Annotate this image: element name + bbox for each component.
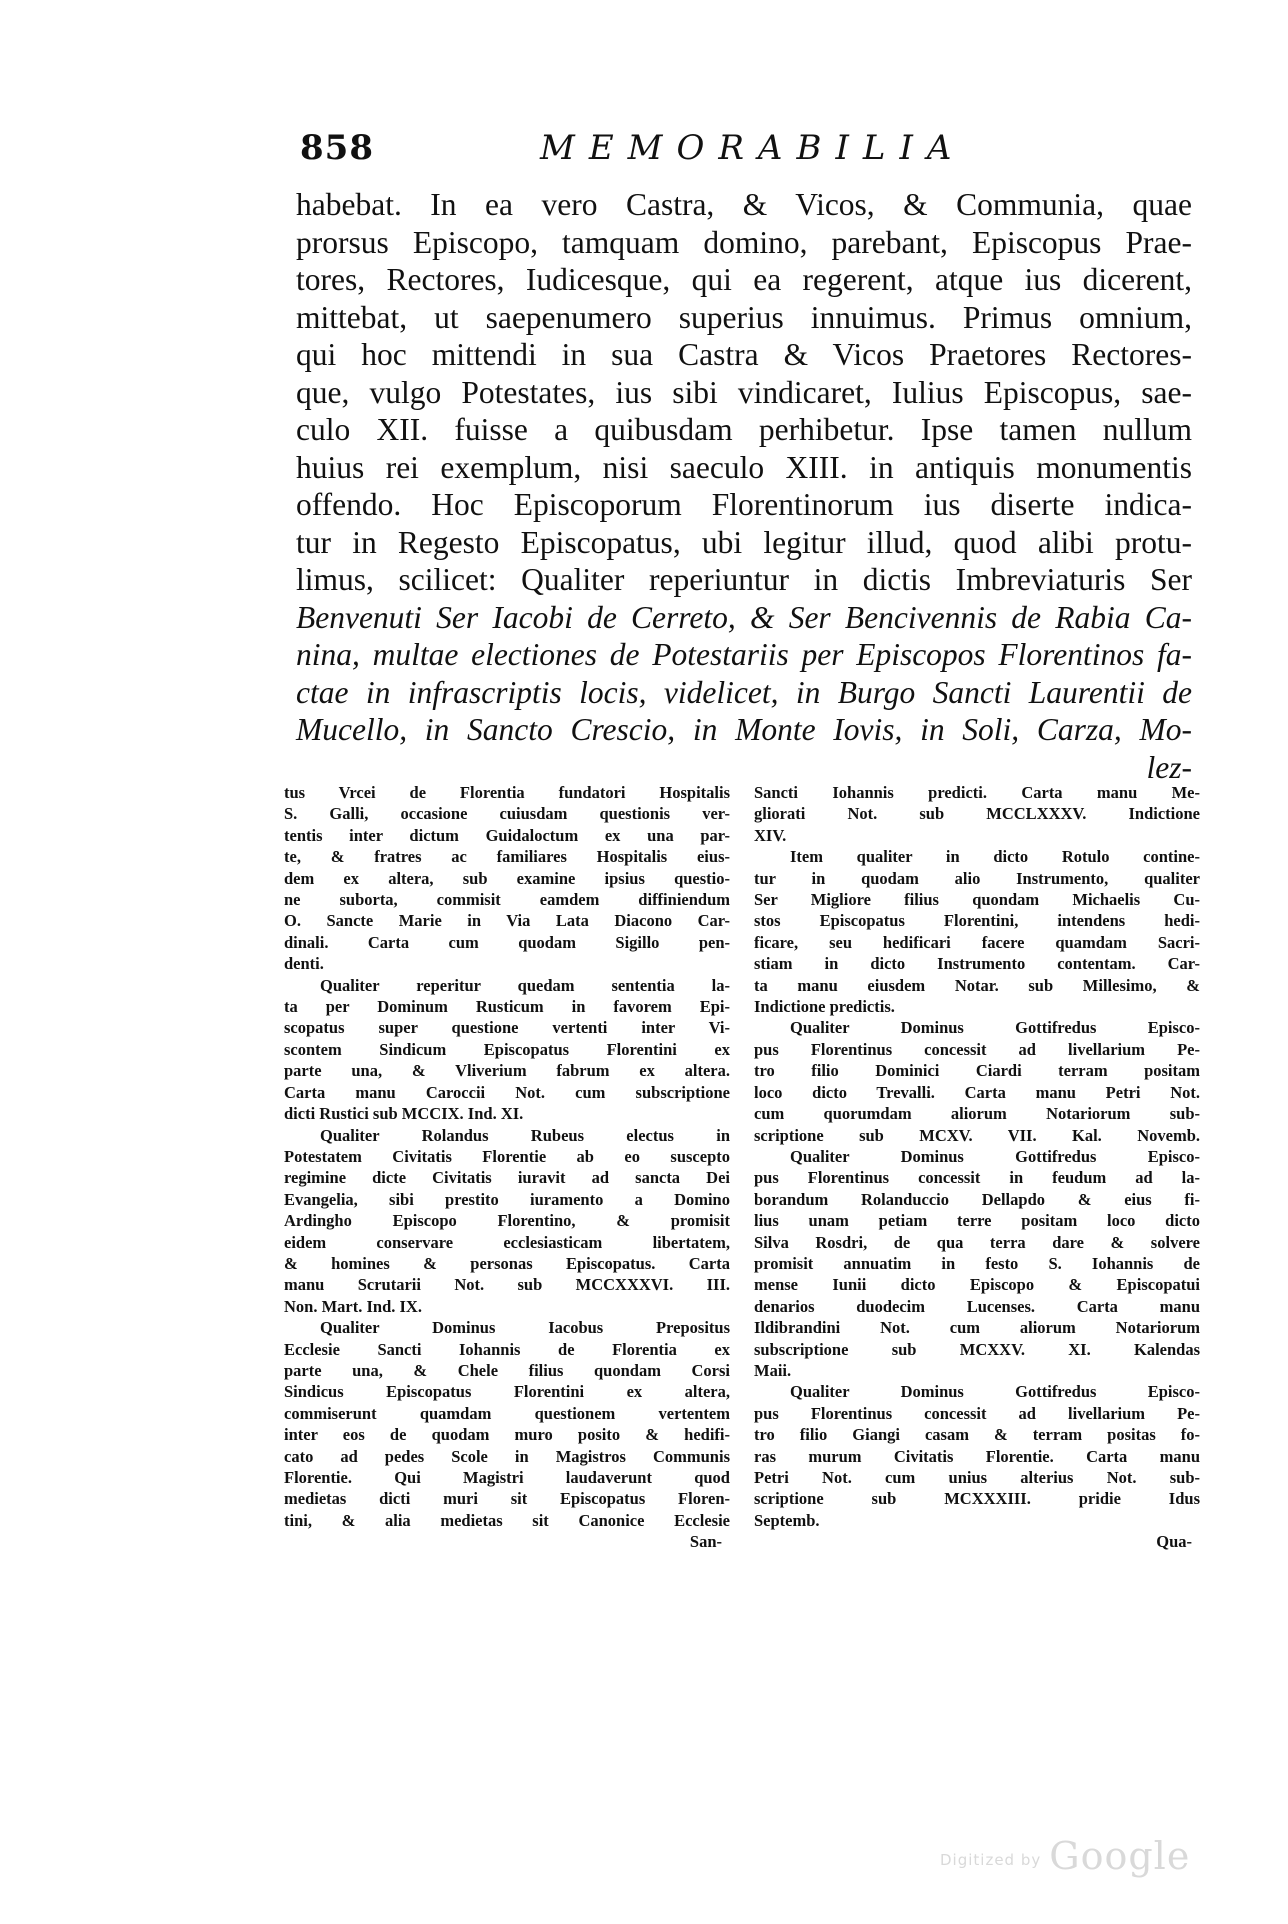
digitization-watermark: [940, 1834, 1190, 1878]
left-line: ta per Dominum Rusticum in favorem Epi-: [284, 997, 730, 1017]
left-line: te, & fratres ac familiares Hospitalis eius-: [284, 847, 730, 867]
main-line: huius rei exemplum, nisi saeculo XIII. in antiquis monumentis: [296, 449, 1192, 485]
right-line: mense Iunii dicto Episcopo & Episcopatui: [754, 1275, 1200, 1295]
right-line: borandum Rolanduccio Dellapdo & eius fi-: [754, 1189, 1200, 1209]
main-line-quote: nina, multae electiones de Potestariis per Episcopos Florentinos fa-: [296, 637, 1192, 672]
right-line: ta manu eiusdem Notar. sub Millesimo, &: [754, 975, 1200, 995]
right-line: Ildibrandini Not. cum aliorum Notariorum: [754, 1318, 1200, 1338]
watermark-prefix: Digitized by: [940, 1850, 1042, 1869]
left-line: Potestatem Civitatis Florentie ab eo suscepto: [284, 1146, 730, 1166]
main-line: tores, Rectores, Iudicesque, qui ea regerent, atque ius dicerent,: [296, 262, 1192, 297]
main-line: limus, scilicet: Qualiter reperiuntur in dictis Imbreviaturis Ser: [296, 562, 1192, 597]
right-line: Qualiter Dominus Gottifredus Episco-: [790, 1382, 1200, 1402]
right-line: pus Florentinus concessit ad livellarium Pe-: [754, 1039, 1200, 1059]
left-line: Evangelia, sibi prestito iuramento a Domino: [284, 1189, 730, 1209]
right-line: Indictione predictis.: [754, 997, 895, 1017]
right-catchword: Qua-: [1156, 1532, 1192, 1552]
main-line: mittebat, ut saepenumero superius innuimus. Primus omnium,: [296, 299, 1192, 335]
left-line: tentis inter dictum Guidaloctum ex una par-: [284, 825, 730, 845]
right-line: Sancti Iohannis predicti. Carta manu Me-: [754, 783, 1200, 802]
main-line-quote: ctae in infrascriptis locis, videlicet, in Burgo Sancti Laurentii de: [296, 674, 1192, 710]
right-line: Qualiter Dominus Gottifredus Episco-: [790, 1018, 1200, 1038]
right-line: Qualiter Dominus Gottifredus Episco-: [790, 1146, 1200, 1166]
right-line: Silva Rosdri, de qua terra dare & solvere: [754, 1232, 1200, 1252]
main-line-quote: Benvenuti Ser Iacobi de Cerreto, & Ser Bencivennis de Rabia Ca-: [296, 599, 1192, 635]
running-title: MEMORABILIA: [540, 128, 966, 168]
left-line: tini, & alia medietas sit Canonice Ecclesie: [284, 1510, 730, 1530]
right-line: Petri Not. cum unius alterius Not. sub-: [754, 1468, 1200, 1487]
main-line: prorsus Episcopo, tamquam domino, parebant, Episcopus Prae-: [296, 224, 1192, 260]
left-line: cato ad pedes Scole in Magistros Communis: [284, 1446, 730, 1466]
left-line: medietas dicti muri sit Episcopatus Floren-: [284, 1489, 730, 1509]
right-line: Ser Migliore filius quondam Michaelis Cu-: [754, 890, 1200, 910]
main-line: offendo. Hoc Episcoporum Florentinorum ius diserte indica-: [296, 487, 1192, 522]
left-line: tus Vrcei de Florentia fundatori Hospitalis: [284, 783, 730, 802]
right-line: ficare, seu hedificari facere quamdam Sacri-: [754, 932, 1200, 952]
left-line: O. Sancte Marie in Via Lata Diacono Car-: [284, 911, 730, 931]
running-head: [300, 128, 1190, 172]
left-line: Sindicus Episcopatus Florentini ex altera,: [284, 1382, 730, 1402]
left-line: Ecclesie Sancti Iohannis de Florentia ex: [284, 1339, 730, 1359]
right-line: Item qualiter in dicto Rotulo contine-: [790, 847, 1200, 867]
left-line: & homines & personas Episcopatus. Carta: [284, 1253, 730, 1273]
left-line: regimine dicte Civitatis iuravit ad sancta Dei: [284, 1168, 730, 1188]
right-line: cum quorumdam aliorum Notariorum sub-: [754, 1104, 1200, 1124]
left-line: dem ex altera, sub examine ipsius questio-: [284, 868, 730, 888]
main-line: habebat. In ea vero Castra, & Vicos, & Communia, quae: [296, 187, 1192, 222]
right-line: stos Episcopatus Florentini, intendens hedi-: [754, 911, 1200, 931]
left-line: Qualiter reperitur quedam sententia la-: [320, 975, 730, 995]
left-catchword: San-: [689, 1532, 722, 1552]
left-line: Non. Mart. Ind. IX.: [284, 1296, 422, 1316]
left-line: Ardingho Episcopo Florentino, & promisit: [284, 1211, 730, 1231]
right-line: pus Florentinus concessit ad livellarium Pe-: [754, 1403, 1200, 1423]
right-line: subscriptione sub MCXXV. XI. Kalendas: [754, 1339, 1200, 1359]
right-line: promisit annuatim in festo S. Iohannis de: [754, 1253, 1200, 1273]
right-line: Maii.: [754, 1360, 792, 1380]
left-line: denti.: [284, 954, 324, 974]
left-line: Qualiter Rolandus Rubeus electus in: [320, 1125, 730, 1145]
left-line: manu Scrutarii Not. sub MCCXXXVI. III.: [284, 1275, 730, 1295]
right-line: tro filio Giangi casam & terram positas fo-: [754, 1425, 1200, 1445]
page-number: 858: [300, 128, 374, 168]
right-line: scriptione sub MCXXXIII. pridie Idus: [754, 1489, 1200, 1509]
left-line: parte una, & Vliverium fabrum ex altera.: [284, 1061, 730, 1081]
left-line: Carta manu Caroccii Not. cum subscriptione: [284, 1082, 730, 1102]
left-line: parte una, & Chele filius quondam Corsi: [284, 1360, 730, 1380]
right-line: ras murum Civitatis Florentie. Carta manu: [754, 1446, 1200, 1466]
left-line: scontem Sindicum Episcopatus Florentini ex: [284, 1039, 730, 1059]
main-text-block: [296, 186, 1192, 786]
right-line: XIV.: [754, 825, 787, 845]
main-line: culo XII. fuisse a quibusdam perhibetur. Ipse tamen nullum: [296, 412, 1192, 447]
left-line: eidem conservare ecclesiasticam libertatem,: [284, 1232, 730, 1252]
left-line: Qualiter Dominus Iacobus Prepositus: [320, 1318, 730, 1338]
main-line-quote: Mucello, in Sancto Crescio, in Monte Iovis, in Soli, Carza, Mo-: [296, 712, 1192, 747]
left-line: dicti Rustici sub MCCIX. Ind. XI.: [284, 1104, 524, 1124]
main-line: qui hoc mittendi in sua Castra & Vicos Praetores Rectores-: [296, 337, 1192, 372]
right-line: scriptione sub MCXV. VII. Kal. Novemb.: [754, 1125, 1200, 1145]
main-line: que, vulgo Potestates, ius sibi vindicaret, Iulius Episcopus, sae-: [296, 374, 1192, 410]
right-column: [754, 782, 1200, 1553]
right-line: tro filio Dominici Ciardi terram positam: [754, 1061, 1200, 1081]
right-line: Septemb.: [754, 1510, 820, 1530]
main-line: tur in Regesto Episcopatus, ubi legitur illud, quod alibi protu-: [296, 524, 1192, 560]
left-line: Florentie. Qui Magistri laudaverunt quod: [284, 1468, 730, 1487]
watermark-brand: Google: [1049, 1834, 1191, 1878]
left-line: ne suborta, commisit eamdem diffiniendum: [284, 890, 730, 910]
right-line: loco dicto Trevalli. Carta manu Petri Not.: [754, 1082, 1200, 1102]
right-line: pus Florentinus concessit in feudum ad la-: [754, 1168, 1200, 1188]
right-line: tur in quodam alio Instrumento, qualiter: [754, 868, 1200, 888]
left-line: commiserunt quamdam questionem vertentem: [284, 1403, 730, 1423]
right-line: stiam in dicto Instrumento contentam. Car-: [754, 954, 1200, 974]
right-line: gliorati Not. sub MCCLXXXV. Indictione: [754, 804, 1200, 824]
main-catchword: lez-: [1146, 749, 1192, 785]
left-column: [284, 782, 730, 1553]
left-line: S. Galli, occasione cuiusdam questionis ver-: [284, 804, 730, 824]
left-line: scopatus super questione vertenti inter Vi-: [284, 1018, 730, 1038]
left-line: dinali. Carta cum quodam Sigillo pen-: [284, 932, 730, 952]
left-line: inter eos de quodam muro posito & hedifi-: [284, 1425, 730, 1445]
right-line: lius unam petiam terre positam loco dicto: [754, 1211, 1200, 1231]
right-line: denarios duodecim Lucenses. Carta manu: [754, 1296, 1200, 1316]
